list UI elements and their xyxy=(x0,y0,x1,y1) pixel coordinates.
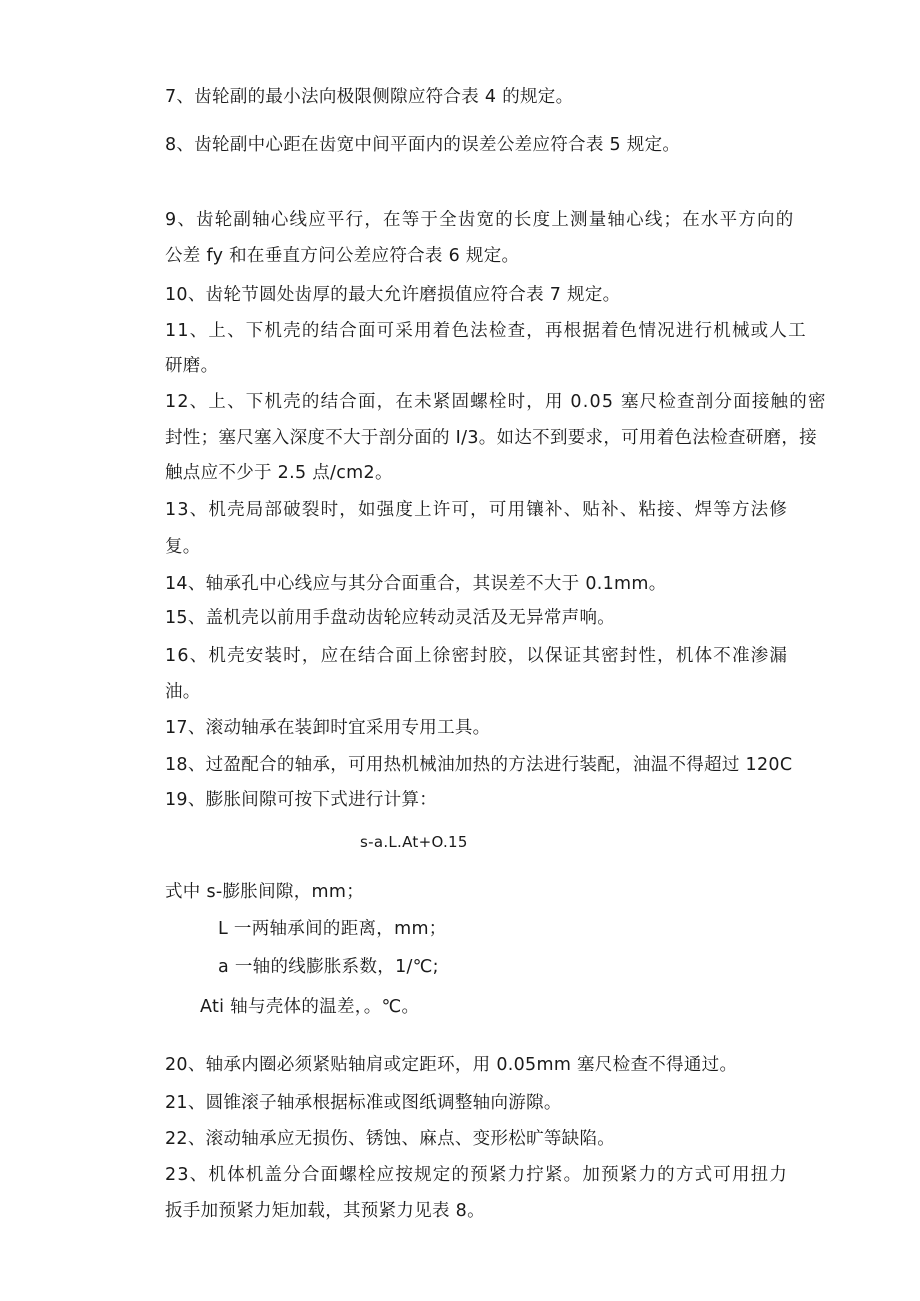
item-11-line-1: 11、上、下机壳的结合面可采用着色法检查，再根据着色情况进行机械或人工 xyxy=(165,321,807,341)
formula-where-s: 式中 s-膨胀间隙，mm； xyxy=(165,882,364,902)
item-14: 14、轴承孔中心线应与其分合面重合，其误差不大于 0.1mm。 xyxy=(165,574,667,594)
item-21: 21、圆锥滚子轴承根据标准或图纸调整轴向游隙。 xyxy=(165,1093,562,1113)
item-19: 19、膨胀间隙可按下式进行计算： xyxy=(165,790,438,810)
item-12-line-3: 触点应不少于 2.5 点/cm2。 xyxy=(165,463,393,483)
item-8: 8、齿轮副中心距在齿宽中间平面内的误差公差应符合表 5 规定。 xyxy=(165,135,681,155)
item-22: 22、滚动轴承应无损伤、锈蚀、麻点、变形松旷等缺陷。 xyxy=(165,1129,616,1149)
item-13-line-2: 复。 xyxy=(165,537,201,557)
item-12-line-1: 12、上、下机壳的结合面，在未紧固螺栓时，用 0.05 塞尺检查剖分面接触的密 xyxy=(165,392,827,412)
item-17: 17、滚动轴承在装卸时宜采用专用工具。 xyxy=(165,718,491,738)
item-15: 15、盖机壳以前用手盘动齿轮应转动灵活及无异常声响。 xyxy=(165,608,616,628)
formula-where-At: Ati 轴与壳体的温差，。℃。 xyxy=(200,997,420,1017)
item-23-line-1: 23、机体机盖分合面螺栓应按规定的预紧力拧紧。加预紧力的方式可用扭力 xyxy=(165,1165,789,1185)
item-13-line-1: 13、机壳局部破裂时，如强度上许可，可用镶补、贴补、粘接、焊等方法修 xyxy=(165,500,789,520)
item-16-line-1: 16、机壳安装时，应在结合面上徐密封胶，以保证其密封性，机体不准渗漏 xyxy=(165,646,789,666)
item-10: 10、齿轮节圆处齿厚的最大允许磨损值应符合表 7 规定。 xyxy=(165,285,621,305)
item-11-line-2: 研磨。 xyxy=(165,356,219,376)
item-9-line-2: 公差 fy 和在垂直方问公差应符合表 6 规定。 xyxy=(165,246,520,266)
item-18: 18、过盈配合的轴承，可用热机械油加热的方法进行装配，油温不得超过 120C xyxy=(165,755,793,775)
item-20: 20、轴承内圈必须紧贴轴肩或定距环，用 0.05mm 塞尺检查不得通过。 xyxy=(165,1055,738,1075)
expansion-formula: s-a.L.At+O.15 xyxy=(360,833,468,851)
item-23-line-2: 扳手加预紧力矩加载，其预紧力见表 8。 xyxy=(165,1201,485,1221)
item-16-line-2: 油。 xyxy=(165,682,201,702)
item-9-line-1: 9、齿轮副轴心线应平行，在等于全齿宽的长度上测量轴心线；在水平方向的 xyxy=(165,210,795,230)
formula-where-L: L 一两轴承间的距离，mm； xyxy=(218,919,447,939)
item-12-line-2: 封性；塞尺塞入深度不大于剖分面的 I/3。如达不到要求，可用着色法检查研磨，接 xyxy=(165,428,817,448)
formula-where-a: a 一轴的线膨胀系数，1/℃; xyxy=(218,957,439,977)
item-7: 7、齿轮副的最小法向极限侧隙应符合表 4 的规定。 xyxy=(165,87,574,107)
